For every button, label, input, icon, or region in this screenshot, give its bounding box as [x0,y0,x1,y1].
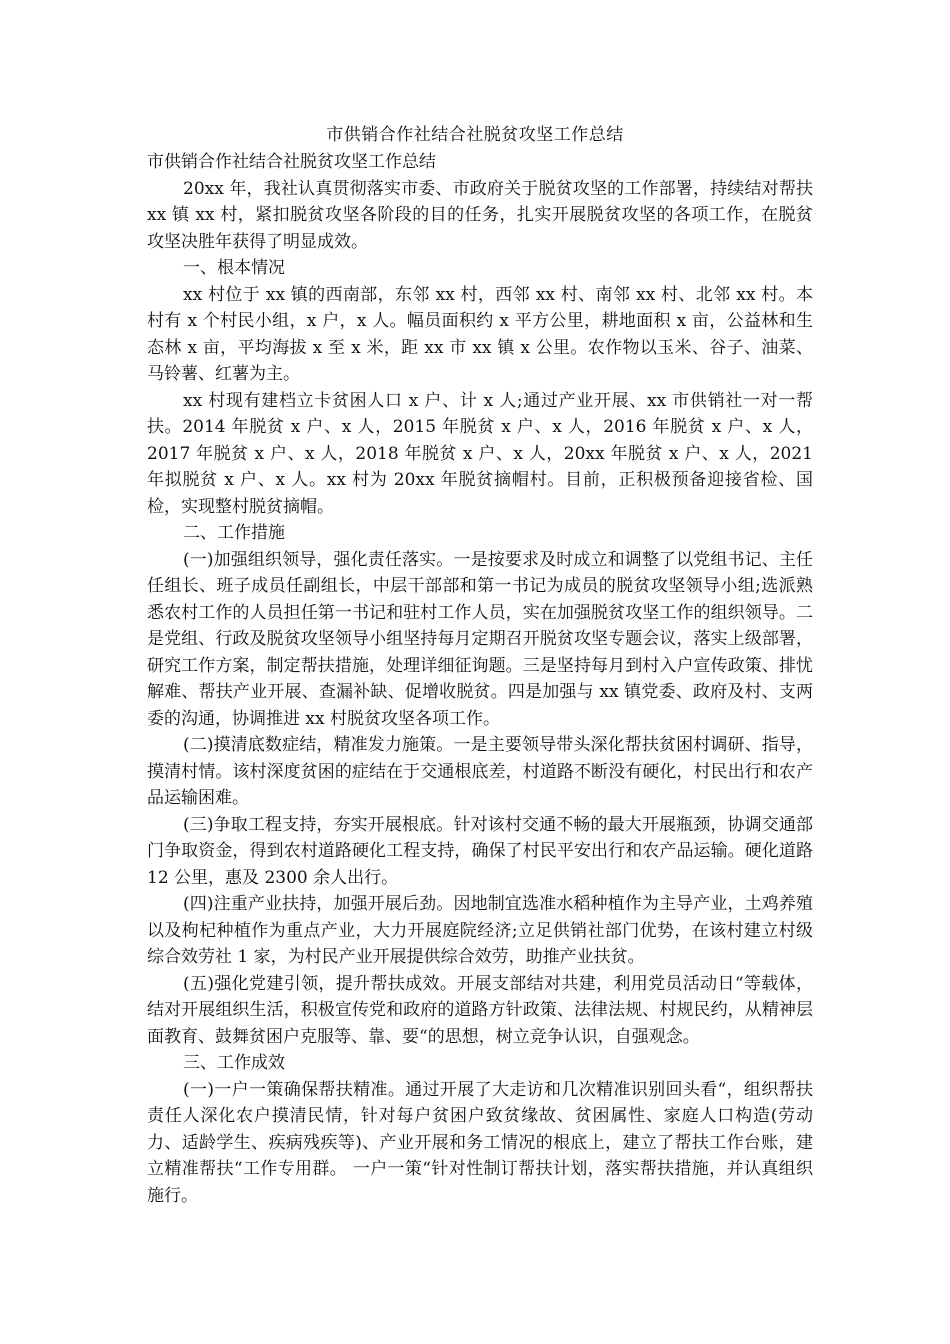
paragraph-village-location: xx 村位于 xx 镇的西南部，东邻 xx 村，西邻 xx 村、南邻 xx 村、北邻 xx 村。本村有 x 个村民小组，x 户，x 人。幅员面积约 x 平方公里，耕地面积 x 亩，公益林和生态林 x 亩，平均海拔 x 至 x 米，距 xx 市 xx 镇 x 公里。农作物以玉米、谷子、油菜、马铃薯、红薯为主。 [147,284,813,384]
paragraph-poverty-population: xx 村现有建档立卡贫困人口 x 户、计 x 人;通过产业开展、xx 市供销社一对一帮扶。2014 年脱贫 x 户、x 人，2015 年脱贫 x 户、x 人，2016 年脱贫 x 户、x 人，2017 年脱贫 x 户、x 人，2018 年脱贫 x 户、x 人，20xx 年脱贫 x 户、x 人，2021 年拟脱贫 x 户、x 人。xx 村为 20xx 年脱贫摘帽村。目前，正积极预备迎接省检、国检，实现整村脱贫摘帽。 [147,390,813,517]
section-heading-basic-situation: 一、根本情况 [183,258,285,278]
paragraph-measure-3: (三)争取工程支持，夯实开展根底。针对该村交通不畅的最大开展瓶颈，协调交通部门争取资金，得到农村道路硬化工程支持，确保了村民平安出行和农产品运输。硬化道路 12 公里，惠及 2300 余人出行。 [147,814,813,888]
paragraph-measure-2: (二)摸清底数症结，精准发力施策。一是主要领导带头深化帮扶贫困村调研、指导，摸清村情。该村深度贫困的症结在于交通根底差，村道路不断没有硬化，村民出行和农产品运输困难。 [147,735,813,808]
section-heading-work-results: 三、工作成效 [183,1053,285,1073]
paragraph-measure-1: (一)加强组织领导，强化责任落实。一是按要求及时成立和调整了以党组书记、主任任组长、班子成员任副组长，中层干部部和第一书记为成员的脱贫攻坚领导小组;选派熟悉农村工作的人员担任第一书记和驻村工作人员，实在加强脱贫攻坚工作的组织领导。二是党组、行政及脱贫攻坚领导小组坚持每月定期召开脱贫攻坚专题会议，落实上级部署，研究工作方案，制定帮扶措施，处理详细征询题。三是坚持每月到村入户宣传政策、排忧解难、帮扶产业开展、查漏补缺、促增收脱贫。四是加强与 xx 镇党委、政府及村、支两委的沟通，协调推进 xx 村脱贫攻坚各项工作。 [147,549,813,729]
paragraph-measure-5: (五)强化党建引领，提升帮扶成效。开展支部结对共建，利用党员活动日“等载体，结对开展组织生活，积极宣传党和政府的道路方针政策、法律法规、村规民约，从精神层面教育、鼓舞贫困户克服等、靠、要“的思想，树立竞争认识，自强观念。 [147,973,813,1047]
section-heading-work-measures: 二、工作措施 [183,523,285,543]
document-subtitle: 市供销合作社结合社脱贫攻坚工作总结 [147,152,436,172]
paragraph-result-1: (一)一户一策确保帮扶精准。通过开展了大走访和几次精准识别回头看“，组织帮扶责任人深化农户摸清民情，针对每户贫困户致贫缘故、贫困属性、家庭人口构造(劳动力、适龄学生、疾病残疾等)、产业开展和务工情况的根底上，建立了帮扶工作台账，建立精准帮扶“工作专用群。 一户一策“针对性制订帮扶计划，落实帮扶措施，并认真组织施行。 [147,1079,813,1206]
document-body [147,149,813,1209]
paragraph-intro: 20xx 年，我社认真贯彻落实市委、市政府关于脱贫攻坚的工作部署，持续结对帮扶 xx 镇 xx 村，紧扣脱贫攻坚各阶段的目的任务，扎实开展脱贫攻坚的各项工作，在脱贫攻坚决胜年获得了明显成效。 [147,178,813,252]
paragraph-measure-4: (四)注重产业扶持，加强开展后劲。因地制宜选准水稻种植作为主导产业，土鸡养殖以及枸杞种植作为重点产业，大力开展庭院经济;立足供销社部门优势，在该村建立村级综合效劳社 1 家，为村民产业开展提供综合效劳，助推产业扶贫。 [147,894,813,967]
document-title: 市供销合作社结合社脱贫攻坚工作总结 [326,125,624,145]
